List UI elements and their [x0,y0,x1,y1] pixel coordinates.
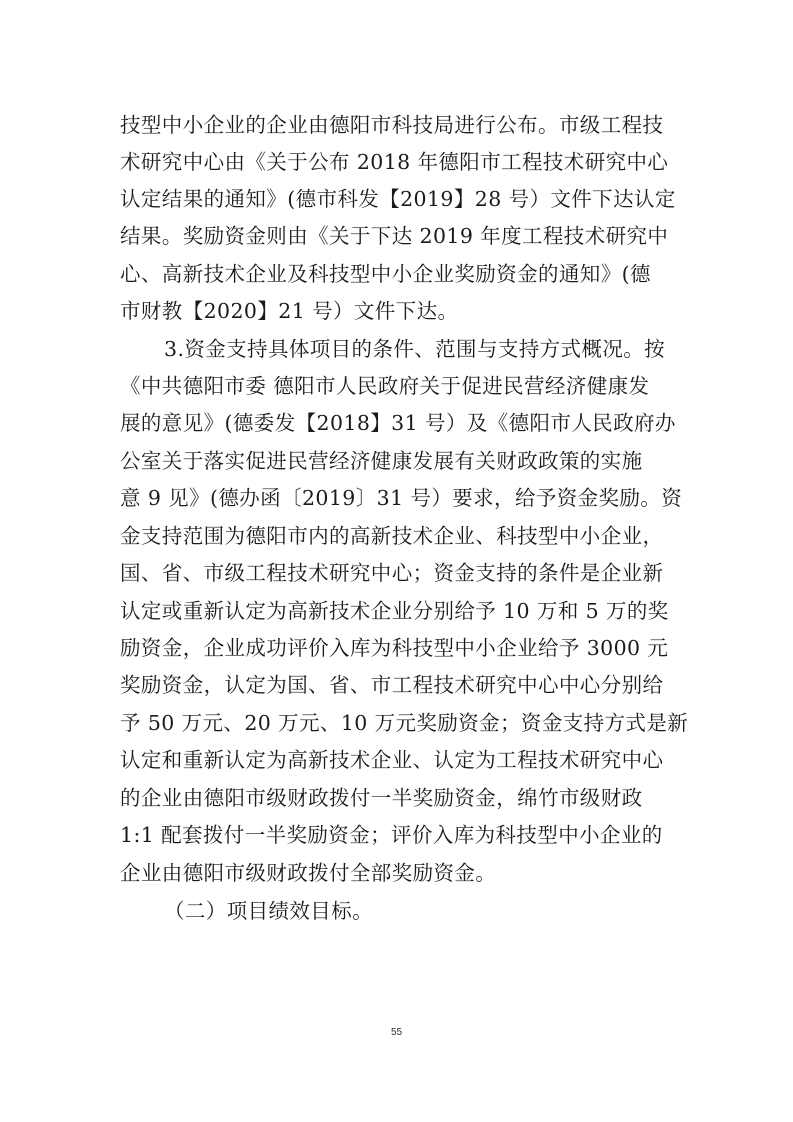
paragraph-1-line-2: 术研究中心由《关于公布 2018 年德阳市工程技术研究中心 [120,150,669,174]
paragraph-1-line-3: 认定结果的通知》(德市科发【2019】28 号）文件下达认定 [120,187,676,211]
paragraph-2-line-6: 金支持范围为德阳市内的高新技术企业、科技型中小企业， [120,524,664,548]
paragraph-2-line-4: 公室关于落实促进民营经济健康发展有关财政政策的实施 [120,449,643,473]
paragraph-2-line-14: 1:1 配套拨付一半奖励资金；评价入库为科技型中小企业的 [120,823,663,847]
paragraph-1-line-6: 市财教【2020】21 号）文件下达。 [120,299,459,323]
paragraph-2-line-1: 3.资金支持具体项目的条件、范围与支持方式概况。按 [164,337,666,361]
paragraph-2-line-9: 励资金，企业成功评价入库为科技型中小企业给予 3000 元 [120,636,669,660]
paragraph-1-line-1: 技型中小企业的企业由德阳市科技局进行公布。市级工程技 [120,113,664,137]
paragraph-2-line-3: 展的意见》(德委发【2018】31 号）及《德阳市人民政府办 [120,411,676,435]
paragraph-1-line-5: 心、高新技术企业及科技型中小企业奖励资金的通知》(德 [120,262,651,286]
page-number: 55 [390,1027,403,1038]
section-heading: （二）项目绩效目标。 [164,899,373,923]
paragraph-2-line-12: 认定和重新认定为高新技术企业、认定为工程技术研究中心 [120,748,664,772]
paragraph-2-line-8: 认定或重新认定为高新技术企业分别给予 10 万和 5 万的奖 [120,599,669,623]
paragraph-2-line-7: 国、省、市级工程技术研究中心；资金支持的条件是企业新 [120,561,664,585]
paragraph-2-line-13: 的企业由德阳市级财政拨付一半奖励资金，绵竹市级财政 [120,786,643,810]
paragraph-1-line-4: 结果。奖励资金则由《关于下达 2019 年度工程技术研究中 [120,224,669,248]
paragraph-2-line-11: 予 50 万元、20 万元、10 万元奖励资金；资金支持方式是新 [120,711,689,735]
paragraph-2-line-10: 奖励资金，认定为国、省、市工程技术研究中心中心分别给 [120,673,664,697]
paragraph-2-line-2: 《中共德阳市委 德阳市人民政府关于促进民营经济健康发 [120,374,650,398]
paragraph-2-line-15: 企业由德阳市级财政拨付全部奖励资金。 [120,861,497,885]
paragraph-2-line-5: 意 9 见》(德办函〔2019〕31 号）要求，给予资金奖励。资 [120,486,683,510]
